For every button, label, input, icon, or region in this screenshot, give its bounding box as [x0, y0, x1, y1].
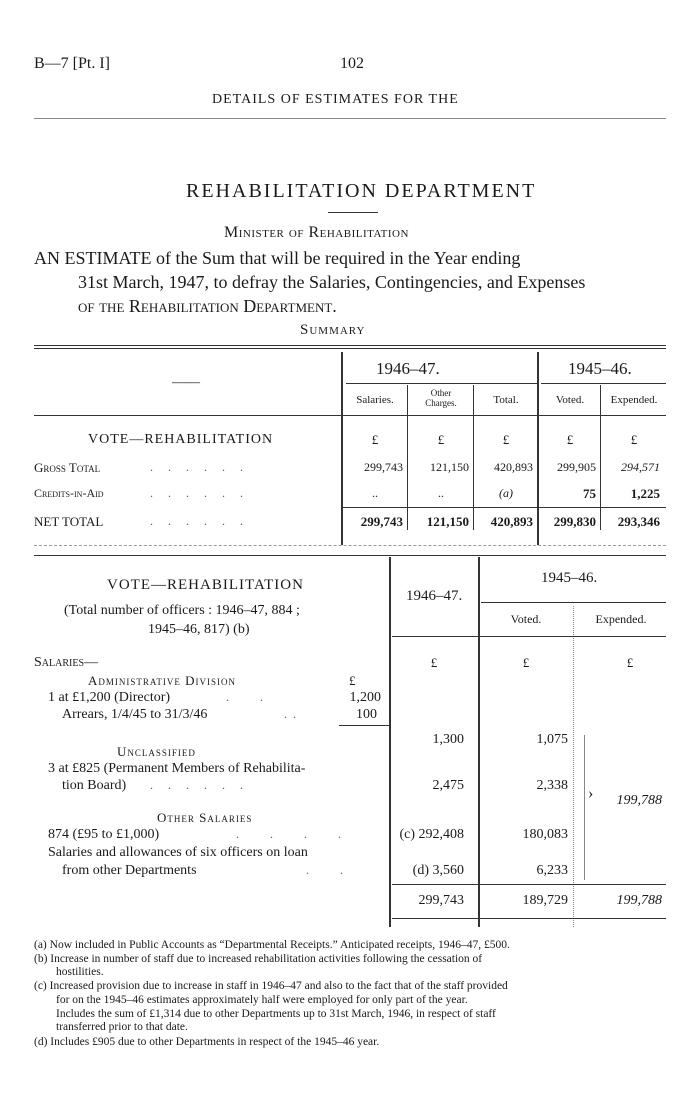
- summary-row-label: Gross Total: [34, 460, 101, 475]
- detail-officers-line-2: 1945–46, 817) (b): [148, 622, 250, 637]
- summary-currency: £: [566, 432, 574, 447]
- summary-bottom-rule: [34, 545, 666, 546]
- leader-dots: . .: [226, 690, 277, 704]
- expended-bracket-rule: [584, 735, 585, 880]
- summary-net-voted: 299,830: [553, 514, 596, 529]
- summary-net-expended: 293,346: [617, 514, 660, 529]
- summary-blank-dash: ——: [172, 375, 200, 390]
- other-salaries-voted: 180,083: [522, 827, 568, 842]
- summary-col-total: Total.: [493, 394, 519, 406]
- page-number: 102: [340, 55, 364, 72]
- summary-divider-mid: [537, 352, 539, 545]
- leader-dots: . . . . . .: [150, 778, 249, 792]
- summary-currency: £: [437, 432, 445, 447]
- detail-year-current: 1946–47.: [406, 588, 463, 604]
- running-title: DETAILS OF ESTIMATES FOR THE: [212, 92, 459, 107]
- bracket-point: ›: [588, 785, 594, 802]
- detail-year-rule: [481, 602, 666, 603]
- summary-credits-other: ..: [438, 486, 444, 500]
- summary-year-rule: [346, 383, 538, 384]
- summary-row-label: NET TOTAL: [34, 514, 104, 529]
- estimate-line-2: 31st March, 1947, to defray the Salaries, Contingencies, and Expenses: [78, 272, 586, 292]
- summary-net-other: 121,150: [426, 514, 469, 529]
- leader-dots: . . . . . .: [150, 460, 249, 474]
- detail-col-expended: Expended.: [595, 612, 647, 626]
- footnote-a: (a) Now included in Public Accounts as “Departmental Receipts.” Anticipated receipts, 1946–47, £500.: [34, 939, 510, 951]
- salaries-heading: Salaries—: [34, 655, 99, 670]
- summary-currency: £: [371, 432, 379, 447]
- department-title: REHABILITATION DEPARTMENT: [186, 180, 537, 202]
- leader-dots: . . . . . .: [150, 514, 249, 528]
- summary-year-rule: [541, 383, 666, 384]
- other-salaries-line: 874 (£95 to £1,000): [48, 827, 160, 842]
- summary-gross-salaries: 299,743: [364, 460, 403, 474]
- summary-credits-total: (a): [499, 486, 513, 500]
- detail-col-rule: [573, 606, 574, 927]
- minister-heading: Minister of Rehabilitation: [224, 224, 409, 241]
- footnote-b-line-2: hostilities.: [56, 966, 104, 978]
- summary-year-current: 1946–47.: [376, 359, 440, 378]
- unclassified-line-2: tion Board): [62, 778, 127, 793]
- summary-net-total: 420,893: [490, 514, 533, 529]
- unclassified-total: 2,475: [432, 778, 464, 793]
- summary-year-previous: 1945–46.: [568, 359, 632, 378]
- header-rule: [34, 118, 666, 119]
- title-rule: [328, 212, 378, 213]
- summary-credits-expended: 1,225: [630, 486, 660, 501]
- admin-currency: £: [349, 673, 356, 688]
- summary-net-salaries: 299,743: [360, 514, 403, 529]
- arrears-amount: 100: [356, 707, 377, 722]
- unclassified-voted: 2,338: [536, 778, 568, 793]
- other-salaries-heading: Other Salaries: [157, 810, 253, 825]
- summary-col-salaries: Salaries.: [356, 394, 394, 406]
- admin-division-heading: Administrative Division: [88, 673, 237, 688]
- detail-top-rule: [34, 555, 666, 556]
- arrears-line: Arrears, 1/4/45 to 31/3/46: [62, 707, 208, 722]
- page-reference: B—7 [Pt. I]: [34, 55, 110, 72]
- unclassified-line-1: 3 at £825 (Permanent Members of Rehabilita-: [48, 761, 306, 776]
- detail-col-voted: Voted.: [510, 612, 542, 626]
- loan-line-2: from other Departments: [62, 863, 197, 878]
- summary-col-rule: [473, 385, 474, 530]
- leader-dots: . . . . . .: [150, 486, 249, 500]
- detail-header-rule: [392, 636, 666, 637]
- director-line: 1 at £1,200 (Director): [48, 690, 171, 705]
- summary-gross-total: 420,893: [494, 460, 533, 474]
- footnote-c-line-2: for on the 1945–46 estimates approximately half were employed for only part of the year.: [56, 994, 468, 1006]
- loan-total: (d) 3,560: [412, 863, 464, 878]
- summary-currency: £: [502, 432, 510, 447]
- estimate-line-1: AN ESTIMATE of the Sum that will be required in the Year ending: [34, 248, 521, 268]
- leader-dots: . .: [306, 863, 357, 877]
- footnote-b-line-1: (b) Increase in number of staff due to increased rehabilitation activities following the cessation of: [34, 953, 483, 965]
- summary-vote-label: VOTE—REHABILITATION: [88, 432, 274, 447]
- summary-net-rule: [343, 507, 666, 508]
- estimate-line-3: of the Rehabilitation Department.: [78, 296, 337, 316]
- footnote-c-line-4: transferred prior to that date.: [56, 1021, 188, 1033]
- summary-row-label: Credits-in-Aid: [34, 486, 104, 500]
- leader-dots: ..: [284, 707, 302, 721]
- summary-gross-expended: 294,571: [621, 460, 660, 474]
- summary-col-expended: Expended.: [610, 394, 658, 406]
- admin-voted: 1,075: [536, 732, 568, 747]
- director-amount: 1,200: [349, 690, 381, 705]
- loan-voted: 6,233: [536, 863, 568, 878]
- detail-total-rule: [392, 884, 666, 885]
- other-salaries-total: (c) 292,408: [399, 827, 464, 842]
- summary-currency: £: [630, 432, 638, 447]
- detail-officers-line-1: (Total number of officers : 1946–47, 884 ;: [64, 603, 300, 618]
- detail-bottom-rule: [392, 918, 666, 919]
- summary-credits-salaries: ..: [372, 486, 378, 500]
- summary-col-voted: Voted.: [555, 394, 585, 406]
- summary-col-rule: [407, 385, 408, 530]
- summary-col-other: Other Charges.: [425, 388, 457, 408]
- detail-currency: £: [522, 655, 530, 670]
- admin-subtotal-rule: [339, 725, 389, 726]
- detail-year-previous: 1945–46.: [541, 570, 598, 586]
- summary-top-rule: [34, 345, 666, 346]
- footnote-c-line-1: (c) Increased provision due to increase in staff in 1946–47 and also to the fact that of the staff provided: [34, 980, 508, 992]
- summary-gross-other: 121,150: [430, 460, 469, 474]
- summary-top-rule-2: [34, 348, 666, 349]
- footnote-c-line-3: Includes the sum of £1,314 due to other Departments up to 31st March, 1946, in respect of staff: [56, 1008, 496, 1020]
- detail-divider-left: [389, 557, 391, 927]
- summary-credits-voted: 75: [583, 486, 596, 501]
- detail-currency: £: [626, 655, 634, 670]
- summary-col-rule: [600, 385, 601, 530]
- summary-header-rule: [34, 415, 666, 416]
- grand-voted: 189,729: [522, 893, 568, 908]
- grand-expended: 199,788: [616, 893, 662, 908]
- summary-title: Summary: [300, 322, 366, 338]
- loan-line-1: Salaries and allowances of six officers on loan: [48, 845, 308, 860]
- unclassified-heading: Unclassified: [117, 744, 196, 759]
- detail-divider-mid: [478, 557, 480, 927]
- detail-currency: £: [430, 655, 438, 670]
- footnote-d: (d) Includes £905 due to other Departments in respect of the 1945–46 year.: [34, 1036, 380, 1048]
- leader-dots: . . . .: [236, 827, 355, 841]
- expended-bracket-total: 199,788: [616, 793, 662, 808]
- admin-total: 1,300: [432, 732, 464, 747]
- grand-total: 299,743: [418, 893, 464, 908]
- detail-vote-title: VOTE—REHABILITATION: [107, 577, 304, 593]
- summary-gross-voted: 299,905: [557, 460, 596, 474]
